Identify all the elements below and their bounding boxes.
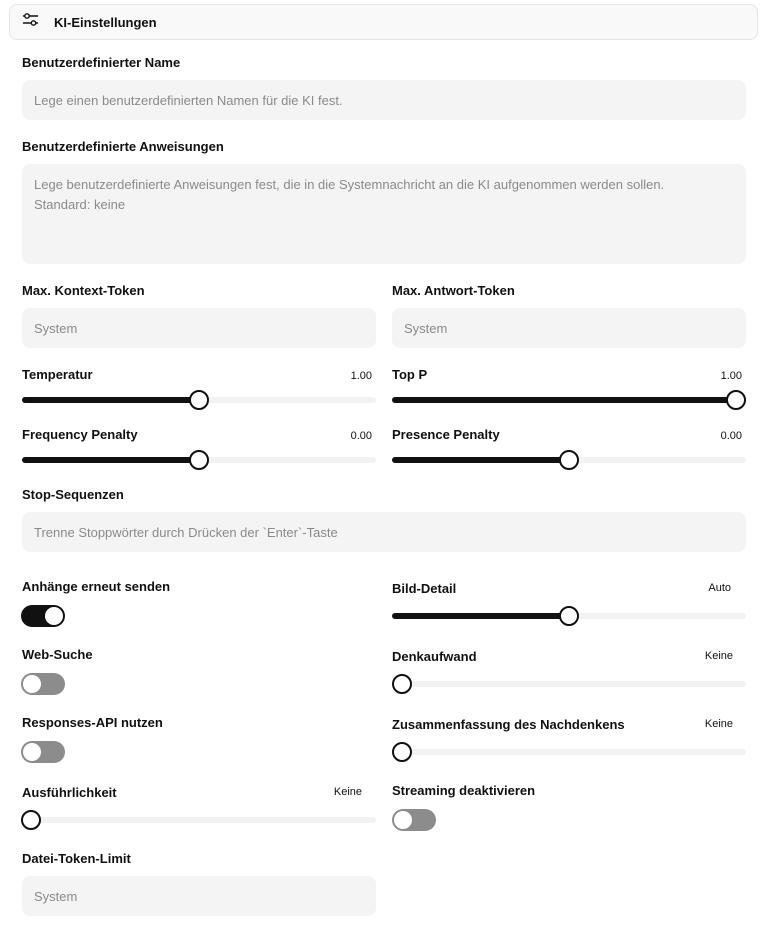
- file-token-limit-label: Datei-Token-Limit: [22, 851, 131, 866]
- slider-thumb[interactable]: [392, 674, 412, 694]
- slider-thumb[interactable]: [559, 606, 579, 626]
- slider-thumb[interactable]: [189, 450, 209, 470]
- slider-fill: [392, 613, 569, 619]
- reasoning-effort-label: Denkaufwand: [392, 649, 477, 664]
- slider-track: [402, 681, 746, 687]
- top-p-value: 1.00: [720, 370, 742, 382]
- toggle-knob: [23, 743, 41, 761]
- reasoning-effort-value: Keine: [704, 650, 733, 662]
- custom-name-input[interactable]: Lege einen benutzerdefinierten Namen für die KI fest.: [22, 80, 746, 120]
- temperature-value: 1.00: [350, 370, 372, 382]
- image-detail-slider[interactable]: [392, 606, 746, 626]
- file-token-limit-input[interactable]: System: [22, 876, 376, 916]
- frequency-penalty-label: Frequency Penalty: [22, 427, 138, 442]
- frequency-penalty-value: 0.00: [350, 430, 372, 442]
- max-context-tokens-input[interactable]: System: [22, 308, 376, 348]
- slider-thumb[interactable]: [189, 390, 209, 410]
- toggle-knob: [394, 811, 412, 829]
- reasoning-summary-label: Zusammenfassung des Nachdenkens: [392, 717, 625, 732]
- temperature-slider[interactable]: [22, 390, 376, 410]
- slider-fill: [392, 457, 569, 463]
- verbosity-value: Keine: [333, 786, 362, 798]
- image-detail-value: Auto: [708, 582, 731, 594]
- presence-penalty-slider[interactable]: [392, 450, 746, 470]
- slider-fill: [392, 397, 736, 403]
- slider-track: [31, 817, 376, 823]
- slider-thumb[interactable]: [726, 390, 746, 410]
- verbosity-label: Ausführlichkeit: [22, 785, 117, 800]
- max-context-tokens-label: Max. Kontext-Token: [22, 283, 145, 298]
- custom-name-label: Benutzerdefinierter Name: [22, 55, 181, 70]
- toggle-knob: [23, 675, 41, 693]
- top-p-label: Top P: [392, 367, 428, 382]
- presence-penalty-label: Presence Penalty: [392, 427, 500, 442]
- max-response-tokens-input[interactable]: System: [392, 308, 746, 348]
- slider-thumb[interactable]: [559, 450, 579, 470]
- stop-sequences-label: Stop-Sequenzen: [22, 487, 124, 502]
- web-search-label: Web-Suche: [22, 647, 93, 662]
- image-detail-label: Bild-Detail: [392, 581, 457, 596]
- web-search-toggle[interactable]: [21, 673, 65, 695]
- custom-instructions-textarea[interactable]: Lege benutzerdefinierte Anweisungen fest, die in die Systemnachricht an die KI aufgenommen werden sollen. Standard: keine: [22, 164, 746, 264]
- custom-instructions-label: Benutzerdefinierte Anweisungen: [22, 139, 224, 154]
- max-response-tokens-label: Max. Antwort-Token: [392, 283, 515, 298]
- reasoning-effort-slider[interactable]: [402, 674, 746, 694]
- verbosity-slider[interactable]: [31, 810, 376, 830]
- slider-track: [402, 749, 746, 755]
- top-p-slider[interactable]: [392, 390, 736, 410]
- temperature-label: Temperatur: [22, 367, 93, 382]
- disable-streaming-toggle[interactable]: [392, 809, 436, 831]
- toggle-knob: [45, 607, 63, 625]
- slider-fill: [22, 397, 199, 403]
- resend-attachments-toggle[interactable]: [21, 605, 65, 627]
- slider-thumb[interactable]: [392, 742, 412, 762]
- stop-sequences-input[interactable]: Trenne Stoppwörter durch Drücken der `Enter`-Taste: [22, 512, 746, 552]
- presence-penalty-value: 0.00: [720, 430, 742, 442]
- frequency-penalty-slider[interactable]: [22, 450, 376, 470]
- reasoning-summary-slider[interactable]: [402, 742, 746, 762]
- slider-fill: [22, 457, 199, 463]
- resend-attachments-label: Anhänge erneut senden: [22, 579, 171, 594]
- reasoning-summary-value: Keine: [704, 718, 733, 730]
- settings-header[interactable]: [9, 4, 758, 40]
- disable-streaming-label: Streaming deaktivieren: [392, 783, 536, 798]
- responses-api-toggle[interactable]: [21, 741, 65, 763]
- page-title: KI-Einstellungen: [54, 14, 157, 30]
- responses-api-label: Responses-API nutzen: [22, 715, 163, 730]
- slider-thumb[interactable]: [21, 810, 41, 830]
- sliders-icon: [22, 11, 39, 33]
